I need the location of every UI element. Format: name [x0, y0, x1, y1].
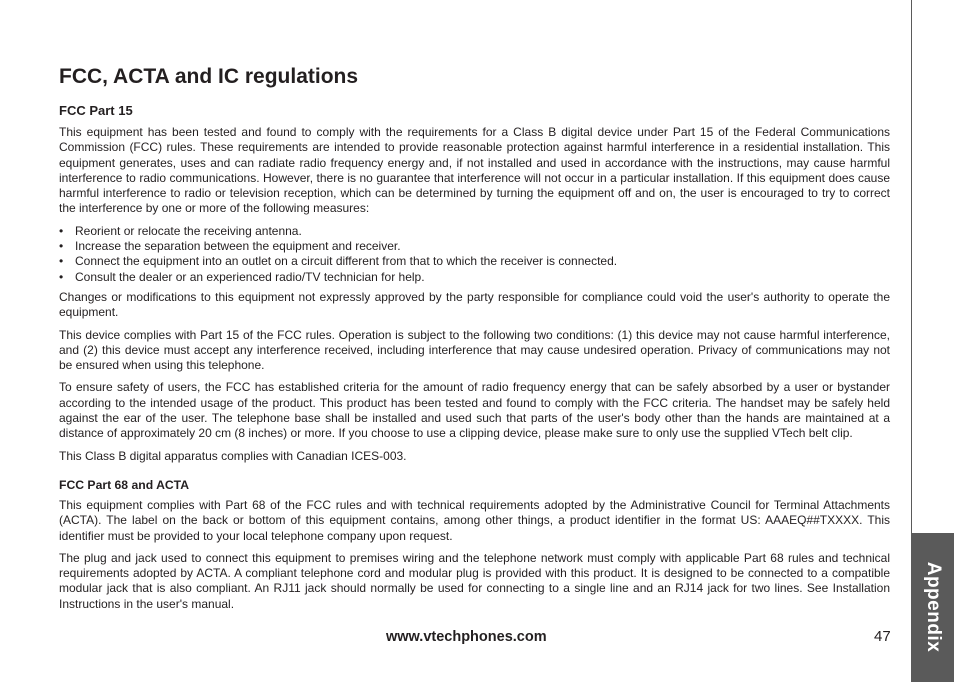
list-item: • Increase the separation between the equipment and receiver. [59, 239, 401, 254]
page-number: 47 [874, 628, 891, 645]
list-item: • Reorient or relocate the receiving antenna. [59, 223, 302, 238]
bullet-icon: • [59, 269, 64, 284]
side-tab [911, 0, 954, 682]
paragraph: This device complies with Part 15 of the FCC rules. Operation is subject to the following two conditions: (1) this device may not cause harmful interference, and (2) this device must accept any interference received, including interference that may cause undesired operation. Privacy of communications may not be ensured when using this telephone. [59, 327, 890, 373]
paragraph: This equipment complies with Part 68 of the FCC rules and with technical requirements adopted by the Administrative Council for Terminal Attachments (ACTA). The label on the back or bottom of this equipment contains, among other things, a product identifier in the format US: AAAEQ##TXXXX. This identifier must be provided to your local telephone company upon request. [59, 497, 890, 543]
footer-url: www.vtechphones.com [386, 629, 547, 645]
paragraph: The plug and jack used to connect this equipment to premises wiring and the telephone network must comply with applicable Part 68 rules and technical requirements adopted by ACTA. A compliant telephone cord and modular plug is provided with this product. It is designed to be connected to a compatible modular jack that is also compliant. An RJ11 jack should normally be used for connecting to a single line and an RJ14 jack for two lines. See Installation Instructions in the user's manual. [59, 550, 890, 611]
page-title: FCC, ACTA and IC regulations [59, 65, 359, 88]
paragraph: This Class B digital apparatus complies with Canadian ICES-003. [59, 448, 407, 463]
section-heading-fcc-part-68: FCC Part 68 and ACTA [59, 477, 190, 492]
bullet-icon: • [59, 223, 64, 238]
bullet-icon: • [59, 254, 64, 269]
side-tab-label: Appendix [923, 561, 944, 653]
list-item: • Consult the dealer or an experienced radio/TV technician for help. [59, 269, 425, 284]
measures-list [59, 224, 890, 285]
page-content [59, 62, 890, 619]
list-item: • Connect the equipment into an outlet on a circuit different from that to which the receiver is connected. [59, 254, 618, 269]
paragraph: To ensure safety of users, the FCC has established criteria for the amount of radio frequency energy that can be safely absorbed by a user or bystander according to the intended usage of the product. This product has been tested and found to comply with the FCC criteria. The handset may be safely held against the ear of the user. The telephone base shall be installed and used such that parts of the user's body other than the hands are maintained at a distance of approximately 20 cm (8 inches) or more. If you choose to use a clipping device, please make sure to only use the supplied VTech belt clip. [59, 380, 890, 441]
paragraph: This equipment has been tested and found to comply with the requirements for a Class B digital device under Part 15 of the Federal Communications Commission (FCC) rules. These requirements are intended to provide reasonable protection against harmful interference in a residential installation. This equipment generates, uses and can radiate radio frequency energy and, if not installed and used in accordance with the instructions, may cause harmful interference to radio communications. However, there is no guarantee that interference will not occur in a particular installation. If this equipment does cause harmful interference to radio or television reception, which can be determined by turning the equipment off and on, the user is encouraged to try to correct the interference by one or more of the following measures: [59, 125, 890, 216]
bullet-icon: • [59, 239, 64, 254]
paragraph: Changes or modifications to this equipment not expressly approved by the party responsible for compliance could void the user's authority to operate the equipment. [59, 289, 890, 320]
section-heading-fcc-part-15: FCC Part 15 [59, 103, 133, 118]
